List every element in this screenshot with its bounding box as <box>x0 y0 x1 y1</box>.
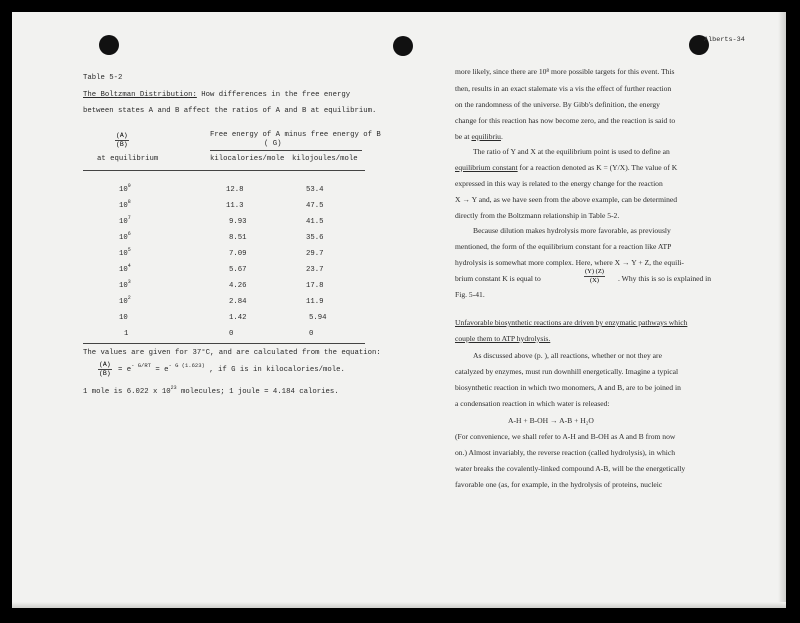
kj-cell: 11.9 <box>306 298 324 306</box>
section-heading: Unfavorable biosynthetic reactions are driven by enzymatic pathways which <box>455 318 688 327</box>
table-caption-text: How differences in the free energy <box>201 91 351 99</box>
condensation-reaction: A-H + B-OH → A-B + H₂O <box>508 416 594 425</box>
text-line: brium constant K is equal to <box>455 274 541 283</box>
kj-cell: 17.8 <box>306 282 324 290</box>
ratio-cell: 1 <box>124 330 129 338</box>
ratio-numerator: (A) <box>116 132 128 139</box>
table-note: The values are given for 37°C, and are calculated from the equation: <box>83 349 381 357</box>
text-line: X → Y and, as we have seen from the above example, can be determined <box>455 195 678 204</box>
ratio-cell: $10^2$ <box>119 295 131 306</box>
ratio-cell: 10 <box>119 314 128 322</box>
table-caption-line-2: between states A and B affect the ratios of A and B at equilibrium. <box>83 107 377 115</box>
kcal-cell: 7.09 <box>229 250 247 258</box>
page-edge-shadow <box>778 12 786 608</box>
text-line: a condensation reaction in which water is released: <box>455 399 610 408</box>
equilibrium-fraction <box>584 268 605 285</box>
document-page <box>12 12 786 608</box>
text-line: biosynthetic reaction in which two monomers, A and B, are to be joined in <box>455 383 681 392</box>
kcal-column-header: kilocalories/mole <box>210 155 285 163</box>
energy-header-rule <box>210 150 362 151</box>
equation-ratio <box>98 361 112 378</box>
kj-cell: 23.7 <box>306 266 324 274</box>
section-heading-continued: couple them to ATP hydrolysis. <box>455 334 551 343</box>
kj-cell: 29.7 <box>306 250 324 258</box>
kj-cell: 47.5 <box>306 202 324 210</box>
conversion-note: 1 mole is 6.022 x $10^{23}$ molecules; 1 joule = 4.184 calories. <box>83 385 339 396</box>
kcal-cell: 0 <box>229 330 234 338</box>
energy-column-header: Free energy of A minus free energy of B <box>210 131 381 139</box>
punch-hole-left <box>99 35 119 55</box>
equation-numerator: (A) <box>99 361 111 368</box>
kcal-cell: 9.93 <box>229 218 247 226</box>
text-line: be at equilibriu. <box>455 132 503 141</box>
text-line: Because dilution makes hydrolysis more favorable, as previously <box>473 226 671 235</box>
text-line: favorable one (as, for example, in the hydrolysis of proteins, nucleic <box>455 480 663 489</box>
fraction-denominator: (X) <box>589 277 599 284</box>
kj-cell: 5.94 <box>309 314 327 322</box>
text-line: Fig. 5-41. <box>455 290 485 299</box>
table-caption-line-1 <box>83 91 350 99</box>
kcal-cell: 12.8 <box>226 186 244 194</box>
equilibrium-term: equilibriu <box>471 132 501 141</box>
page-reference: Alberts-34 <box>704 36 745 44</box>
text-line: change for this reaction has now become zero, and the reaction is said to <box>455 116 676 125</box>
ratio-cell: $10^8$ <box>119 199 131 210</box>
kcal-cell: 2.84 <box>229 298 247 306</box>
kcal-cell: 11.3 <box>226 202 244 210</box>
page-edge-shadow-bottom <box>12 602 786 608</box>
ratio-column-fraction <box>115 132 129 149</box>
text-line: (For convenience, we shall refer to A-H and B-OH as A and B from now <box>455 432 676 441</box>
kcal-cell: 4.26 <box>229 282 247 290</box>
equilibrium-constant-term: equilibrium constant <box>455 163 518 172</box>
ratio-cell: $10^4$ <box>119 263 131 274</box>
text-line: on the randomness of the universe. By Gibb's definition, the energy <box>455 100 660 109</box>
text-line: As discussed above (p. ), all reactions, whether or not they are <box>473 351 662 360</box>
kj-cell: 0 <box>309 330 314 338</box>
text-line: directly from the Boltzmann relationship in Table 5-2. <box>455 211 620 220</box>
text-line: hydrolysis is somewhat more complex. Here, where X → Y + Z, the equili- <box>455 258 684 267</box>
ratio-cell: $10^9$ <box>119 183 131 194</box>
ratio-cell: $10^7$ <box>119 215 131 226</box>
equation-rhs: = $e^{- G/RT} = e^{- G (1.623)}$ , if G is in kilocalories/mole. <box>118 362 345 374</box>
kcal-cell: 1.42 <box>229 314 247 322</box>
text-line: water breaks the covalently-linked compound A-B, will be the energetically <box>455 464 686 473</box>
kj-cell: 53.4 <box>306 186 324 194</box>
ratio-denominator: (B) <box>116 141 128 148</box>
ratio-cell: $10^6$ <box>119 231 131 242</box>
text-line: more likely, since there are 10⁸ more possible targets for this event. This <box>455 67 675 76</box>
kcal-cell: 8.51 <box>229 234 247 242</box>
ratio-cell: $10^5$ <box>119 247 131 258</box>
ratio-cell: $10^3$ <box>119 279 131 290</box>
kj-column-header: kilojoules/mole <box>292 155 358 163</box>
table-top-rule <box>83 170 365 171</box>
kcal-cell: 5.67 <box>229 266 247 274</box>
table-label: Table 5-2 <box>83 74 123 82</box>
kj-cell: 41.5 <box>306 218 324 226</box>
table-bottom-rule <box>83 343 365 344</box>
equation-denominator: (B) <box>99 370 111 377</box>
table-title: The Boltzman Distribution: <box>83 91 197 99</box>
text-line: catalyzed by enzymes, must run downhill energetically. Imagine a typical <box>455 367 679 376</box>
text-line: expressed in this way is related to the energy change for the reaction <box>455 179 663 188</box>
text-line: . Why this is so is explained in <box>618 274 712 283</box>
energy-column-unit: ( G) <box>264 140 282 148</box>
punch-hole-middle <box>393 36 413 56</box>
text-line: The ratio of Y and X at the equilibrium point is used to define an <box>473 147 670 156</box>
text-line: then, results in an exact stalemate vis a vis the effect of further reaction <box>455 84 672 93</box>
kj-cell: 35.6 <box>306 234 324 242</box>
ratio-column-subheader: at equilibrium <box>97 155 159 163</box>
fraction-numerator: (Y) (Z) <box>585 268 604 275</box>
text-line: equilibrium constant for a reaction denoted as K = (Y/X). The value of K <box>455 163 678 172</box>
text-line: mentioned, the form of the equilibrium constant for a reaction like ATP <box>455 242 672 251</box>
text-line: on.) Almost invariably, the reverse reaction (called hydrolysis), in which <box>455 448 676 457</box>
